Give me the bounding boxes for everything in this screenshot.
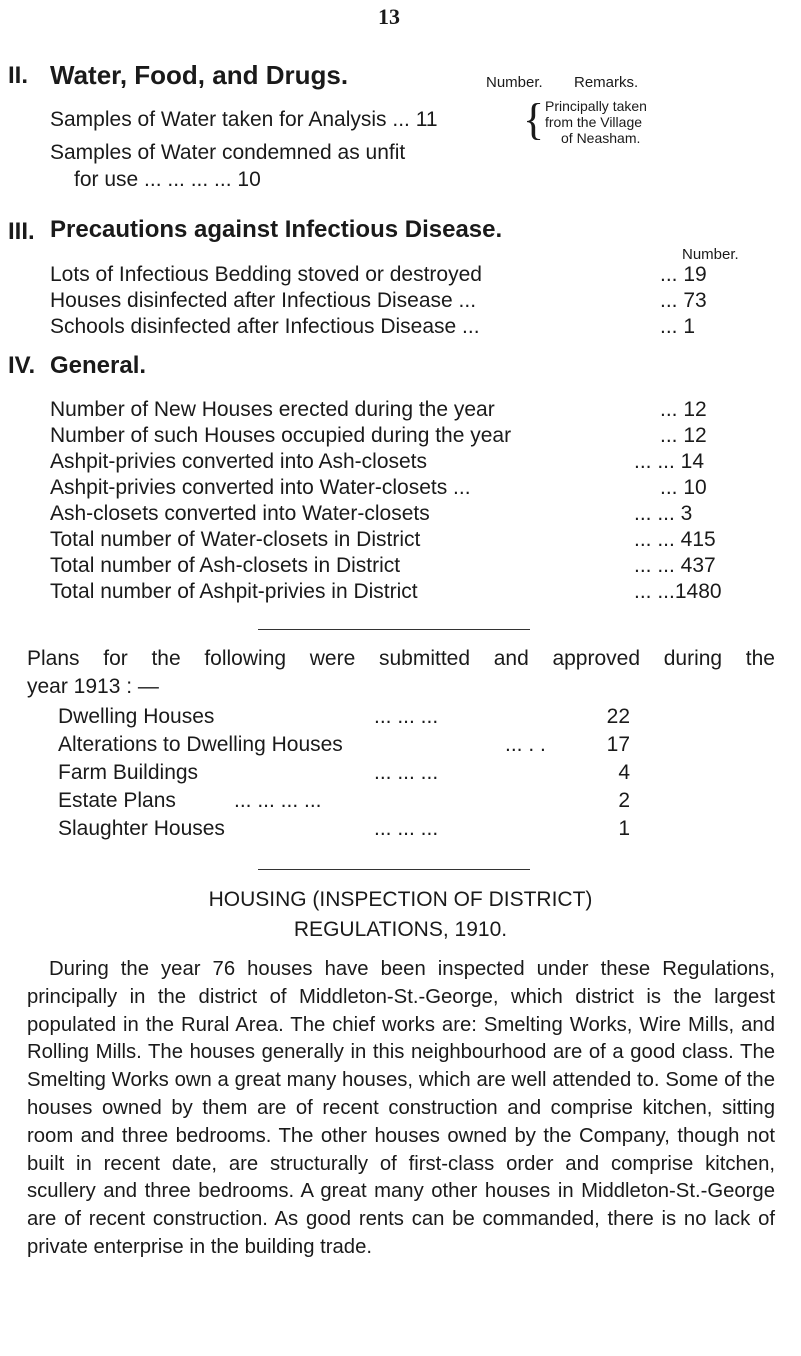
section-3-row-value: ... 73 xyxy=(660,289,707,312)
section-3-row-label: Houses disinfected after Infectious Disease ... xyxy=(50,289,477,312)
plans-row-dots: ... ... ... xyxy=(374,761,439,784)
section-3-col-number: Number. xyxy=(682,246,739,263)
remark-line-1: Principally taken xyxy=(545,98,647,114)
divider xyxy=(258,629,530,630)
plans-row-value: 4 xyxy=(618,761,630,784)
section-3-heading: Precautions against Infectious Disease. xyxy=(50,216,503,243)
plans-row-value: 2 xyxy=(618,789,630,812)
page-number: 13 xyxy=(378,4,400,29)
plans-row-label: Estate Plans xyxy=(58,789,176,812)
housing-title-line1: HOUSING (INSPECTION OF DISTRICT) xyxy=(208,888,593,911)
plans-intro-line2: year 1913 : — xyxy=(27,675,159,698)
section-2-col-remarks: Remarks. xyxy=(574,74,639,91)
water-analysis-row: Samples of Water taken for Analysis ... 11 xyxy=(50,108,438,131)
plans-intro-line1: Plans for the following were submitted and approved during the xyxy=(27,647,775,670)
section-4-row-label: Ashpit-privies converted into Water-closets ... xyxy=(50,476,471,499)
section-3-row-value: ... 1 xyxy=(660,315,696,338)
section-4-row-label: Total number of Ash-closets in District xyxy=(50,554,401,577)
section-4-row-value: ... ... 415 xyxy=(634,528,716,551)
section-4-row-value: ... ... 14 xyxy=(634,450,705,473)
section-4-row-label: Total number of Water-closets in District xyxy=(50,528,421,551)
section-4-row-value: ... ... 3 xyxy=(634,502,693,525)
plans-row-label: Dwelling Houses xyxy=(58,705,215,728)
plans-row-value: 17 xyxy=(606,733,630,756)
section-2-col-number: Number. xyxy=(486,74,543,91)
section-4-row-label: Ash-closets converted into Water-closets xyxy=(50,502,430,525)
section-4-row-label: Number of such Houses occupied during the year xyxy=(50,424,512,447)
section-2-heading: Water, Food, and Drugs. xyxy=(50,60,349,90)
section-4-row-label: Total number of Ashpit-privies in District xyxy=(50,580,418,603)
remark-line-2: from the Village xyxy=(545,114,643,130)
section-3-row-label: Lots of Infectious Bedding stoved or destroyed xyxy=(50,263,482,286)
remarks-brace: { xyxy=(523,95,545,144)
section-4-heading: General. xyxy=(50,352,147,379)
section-4-numeral: IV. xyxy=(8,352,36,379)
section-3-row-value: ... 19 xyxy=(660,263,707,286)
plans-row-label: Slaughter Houses xyxy=(58,817,225,840)
section-4-row-value: ... 12 xyxy=(660,424,707,447)
housing-title-line2: REGULATIONS, 1910. xyxy=(293,918,508,941)
remark-line-3: of Neasham. xyxy=(561,130,641,146)
plans-row-label: Farm Buildings xyxy=(58,761,199,784)
housing-paragraph: During the year 76 houses have been inspected under these Regulations, principally in the district of Middleton-St.-George, which district is the largest populated in the Rural Area. The chief works are: Smelting Works, Wire Mills, and Rolling Mills. The houses generally in this neighbourhood are of a good class. The Smelting Works own a great many houses, which are well attended to. Some of the houses owned by them are of recent construction and comprise kitchen, sitting room and three bedrooms. The other houses owned by the Company, though not built in recent date, are structurally of first-class order and comprise kitchen, scullery and three bedrooms. A great many other houses in Middleton-St.-George are of recent construction. As good rents can be commanded, there is no lack of private enterprise in the building trade. xyxy=(27,958,775,1258)
section-4-row-value: ... 10 xyxy=(660,476,707,499)
section-4-row-value: ... ... 437 xyxy=(634,554,716,577)
section-2-numeral: II. xyxy=(8,62,29,89)
plans-row-value: 22 xyxy=(606,705,630,728)
plans-row-dots: ... . . xyxy=(505,733,546,756)
plans-row-dots: ... ... ... ... xyxy=(234,789,322,812)
water-condemned-row-line2: for use ... ... ... ... 10 xyxy=(74,168,261,191)
section-3-numeral: III. xyxy=(8,218,35,245)
plans-row-dots: ... ... ... xyxy=(374,817,439,840)
divider xyxy=(258,869,530,870)
plans-row-dots: ... ... ... xyxy=(374,705,439,728)
section-4-row-value: ... 12 xyxy=(660,398,707,421)
section-3-row-label: Schools disinfected after Infectious Disease ... xyxy=(50,315,480,338)
section-4-row-label: Ashpit-privies converted into Ash-closets xyxy=(50,450,428,473)
section-4-row-value: ... ...1480 xyxy=(634,580,722,603)
plans-row-value: 1 xyxy=(618,817,630,840)
section-4-row-label: Number of New Houses erected during the year xyxy=(50,398,495,421)
water-condemned-row-line1: Samples of Water condemned as unfit xyxy=(50,141,406,164)
plans-row-label: Alterations to Dwelling Houses xyxy=(58,733,343,756)
